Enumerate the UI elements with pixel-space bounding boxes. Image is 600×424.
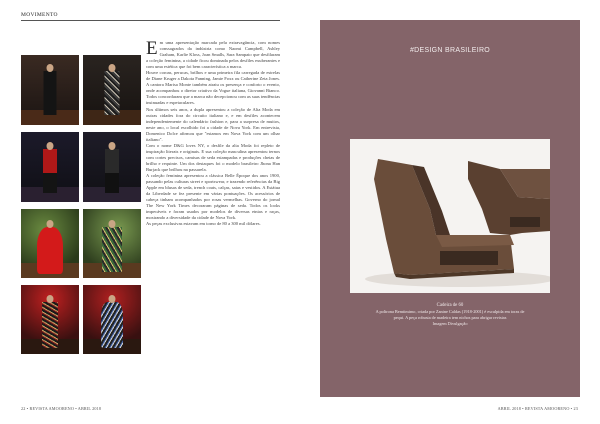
runway-photo-6 — [83, 209, 141, 278]
runway-photo-2 — [83, 55, 141, 125]
page-footer-right: ABRIL 2018 • REVISTA AMOORENO • 23 — [497, 406, 578, 411]
runway-photo-5 — [21, 209, 79, 278]
runway-photo-4 — [83, 132, 141, 202]
caption-line-1: A poltrona Bemtimimo, criada por Zanine Caldas (1918-2001) é esculpida em toras de — [375, 309, 525, 315]
dropcap-letter: E — [146, 38, 158, 59]
runway-photo-3 — [21, 132, 79, 202]
design-panel — [320, 20, 580, 397]
caption-title: Cadeira de 60 — [436, 303, 464, 308]
photo-caption — [340, 303, 560, 327]
article-paragraph-3: Nos últimos seis anos, a dupla apresentou a coleção de Alta Moda em outras cidades fora do circuito italiano e, e em desfiles acontecem independentemente do calendário fashion e, para a surpresa de muitos, neste ano, o local escolhido foi a cidade de Nova York. Em entrevista, Domenico Dolce afirmou que "estamos em Nova York com um olhar italiano". — [146, 106, 280, 142]
caption-line-2: pequi. A peça robusta de madeira tem nichos para abrigar revistas — [393, 315, 507, 321]
page-footer-left: 22 • REVISTA AMOORENO • ABRIL 2018 — [21, 406, 102, 411]
caption-line-3: Imagem Divulgação — [432, 321, 468, 327]
article-paragraph-2: Houve coroas, perucas, brilhos e uma primeira fila carregada de estrelas de Diane Kruger a Dakota Fanning, Jamie Foxx ou Catherine Zeta Jones. A cantora Marisa Monte também atraiu os presença e conforto o evento, onde acompanhou o diretor criativo da Vogue italiana, Giovanni Bianco. Todos concordaram que a marca não decepcionou com as suas tendências insinuadas e espetaculares. — [146, 70, 281, 106]
section-header: MOVIMENTO — [21, 12, 58, 18]
runway-photo-1 — [21, 55, 79, 125]
right-page — [300, 0, 600, 424]
article-paragraph-5: A coleção feminina apresentou a clássica Belle Époque dos anos 1900, passando pelas culturas street e sportswear, e trazendo referências da Big Apple em blusas de seda, trench coats, calças, saias e vestidos. A Estátua da Liberdade se fez presente em várias pontuações. Os acessórios de cabeça tinham acompanhados por rosas vermelhas. Governo do jornal The New York Times decoraram páginas de seda. Todos os looks impecáveis e foram usados por modelos de diversas etnias e raças, mostrando a diversidade da cidade de Nova York. — [146, 173, 280, 221]
article-paragraph-6: As peças exclusivas estavam em torno de 80 a 300 mil dólares. — [146, 221, 261, 227]
runway-photo-8 — [83, 285, 141, 354]
article-paragraph-4: Com o nome D&G loves NY, o desfile da alta Moda foi repleto de inspiração literais e originais. E sua coleção masculina apresentou ternos com cortes precisos, camisas de seda estampadas e produções cheias de brilho e requinte. Um dos destaques foi o modelo brasileiro Jhona Han Burjack que brilhou na passarela. — [146, 142, 280, 172]
panel-title: #DESIGN BRASILEIRO — [409, 47, 491, 54]
article-paragraph-1: Em uma apresentação marcada pela extravagância, com nomes conssagrados da indústria como Naomi Campbell, Ashley Graham, Karlie Kloss, Joan Smalls, Sara Sampaio que desfilaram a coleção feminina, a cidade ficou dominada pelos desfiles exuberantes e com uma estética que foi bem característica a marca. — [146, 38, 280, 70]
runway-photo-7 — [21, 285, 79, 354]
wooden-chair-illustration — [350, 139, 550, 293]
header-rule — [21, 20, 280, 21]
article-body — [146, 40, 280, 227]
chair-photo — [350, 139, 550, 293]
